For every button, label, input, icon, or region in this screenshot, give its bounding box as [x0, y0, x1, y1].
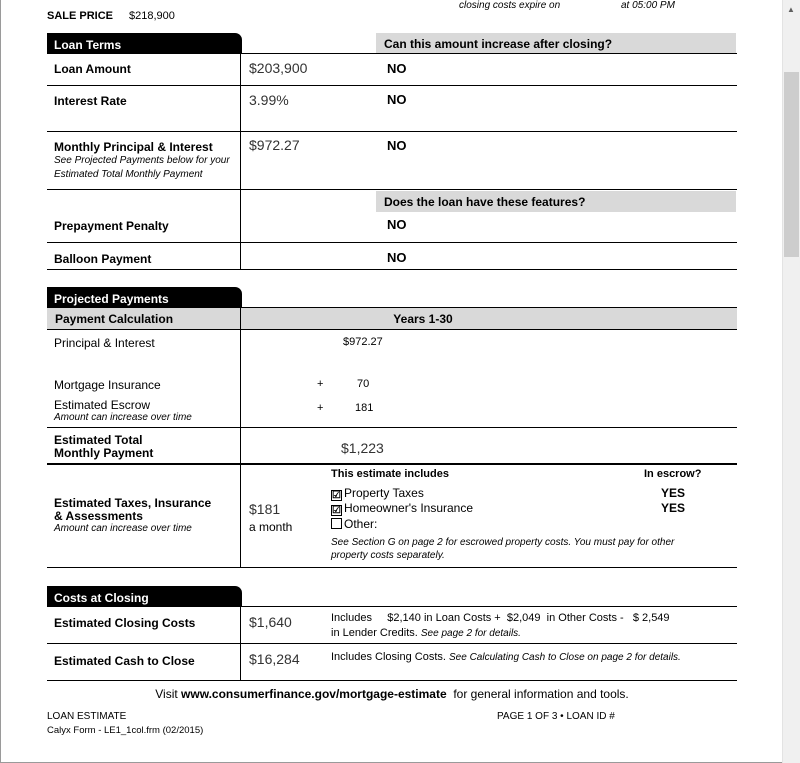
property-taxes-escrow: YES [661, 486, 686, 500]
years-header: Years 1-30 [241, 308, 737, 329]
closing-costs-value: $1,640 [249, 614, 292, 630]
divider [240, 53, 241, 131]
mortgage-insurance-value: 70 [357, 378, 370, 390]
cfpb-link[interactable]: www.consumerfinance.gov/mortgage-estimate [181, 687, 447, 701]
scroll-up-arrow-icon[interactable]: ▲ [787, 4, 795, 14]
balloon-payment-answer: NO [387, 250, 407, 265]
cash-to-close-value: $16,284 [249, 651, 300, 667]
divider [240, 464, 241, 567]
loan-costs-amount: $2,140 [387, 612, 421, 624]
principal-interest-value: $972.27 [343, 336, 383, 348]
loan-amount-value: $203,900 [249, 60, 308, 76]
monthly-pi-note-line-1: See Projected Payments below for your [54, 155, 230, 166]
other-costs-amount: $2,049 [506, 612, 541, 624]
divider [47, 131, 737, 132]
monthly-pi-answer: NO [387, 138, 407, 153]
payment-calculation-header: Payment Calculation [47, 308, 240, 329]
interest-rate-answer: NO [387, 92, 407, 107]
homeowners-insurance-label: Homeowner's Insurance [344, 501, 474, 515]
in-other-costs-text: in Other Costs - [546, 612, 624, 624]
divider [47, 189, 737, 190]
divider [47, 269, 737, 270]
page-number: PAGE 1 OF 3 [497, 711, 558, 722]
loan-amount-label: Loan Amount [54, 62, 131, 76]
taxes-value: $181 [249, 501, 281, 517]
taxes-label-1: Estimated Taxes, Insurance [54, 496, 212, 510]
divider [47, 606, 737, 607]
cash-includes-text: Includes Closing Costs. [331, 651, 446, 663]
property-taxes-item [331, 486, 424, 501]
form-name: LOAN ESTIMATE [47, 711, 127, 722]
interest-rate-label: Interest Rate [54, 94, 127, 108]
bullet-separator: • [560, 711, 564, 722]
visit-prefix: Visit [155, 687, 178, 701]
interest-rate-value: 3.99% [249, 92, 289, 108]
divider [47, 85, 737, 86]
other-item [331, 517, 377, 532]
taxes-period: a month [249, 520, 293, 534]
other-label: Other: [344, 517, 378, 531]
monthly-pi-label: Monthly Principal & Interest [54, 140, 213, 154]
escrow-note-line-2: property costs separately. [331, 550, 445, 561]
visit-suffix: for general information and tools. [453, 687, 629, 701]
divider [47, 567, 737, 568]
closing-costs-expire-text: closing costs expire on [459, 0, 561, 11]
principal-interest-label: Principal & Interest [54, 336, 155, 350]
estimated-total-value: $1,223 [341, 440, 384, 456]
estimated-escrow-plus: + [317, 402, 324, 414]
page-info [497, 709, 615, 724]
calyx-form-id: Calyx Form - LE1_1col.frm (02/2015) [47, 725, 204, 736]
sale-price-value: $218,900 [129, 10, 175, 22]
see-page-2-text: See page 2 for details. [420, 628, 521, 639]
monthly-pi-note-line-2: Estimated Total Monthly Payment [54, 169, 203, 180]
projected-payments-tab: Projected Payments [47, 287, 242, 308]
features-question-header: Does the loan have these features? [376, 191, 736, 212]
in-loan-costs-text: in Loan Costs + [423, 612, 501, 624]
lender-credits-line [331, 626, 521, 641]
estimated-total-label-2: Monthly Payment [54, 446, 154, 460]
homeowners-insurance-escrow: YES [661, 501, 686, 515]
divider [47, 242, 737, 243]
estimated-escrow-note: Amount can increase over time [54, 412, 192, 423]
in-escrow-header: In escrow? [644, 468, 702, 480]
cash-to-close-note [331, 650, 681, 665]
taxes-label-2: & Assessments [54, 509, 143, 523]
divider [47, 680, 737, 681]
monthly-pi-value: $972.27 [249, 137, 300, 153]
prepayment-penalty-answer: NO [387, 217, 407, 232]
mortgage-insurance-label: Mortgage Insurance [54, 378, 161, 392]
scrollbar-thumb[interactable] [784, 72, 799, 257]
divider [47, 329, 737, 330]
taxes-note: Amount can increase over time [54, 523, 192, 534]
estimated-total-label-1: Estimated Total [54, 433, 143, 447]
loan-amount-answer: NO [387, 61, 407, 76]
property-taxes-label: Property Taxes [344, 486, 424, 500]
estimated-escrow-value: 181 [355, 402, 374, 414]
cash-see-text: See Calculating Cash to Close on page 2 for details. [449, 652, 681, 663]
divider [47, 427, 737, 428]
divider [240, 131, 241, 270]
loan-id-label: LOAN ID # [566, 711, 615, 722]
vertical-scrollbar[interactable] [782, 0, 800, 763]
cash-to-close-label: Estimated Cash to Close [54, 654, 195, 668]
in-lender-credits-text: in Lender Credits. [331, 627, 418, 639]
loan-terms-tab: Loan Terms [47, 33, 242, 54]
divider [47, 53, 737, 54]
prepayment-penalty-label: Prepayment Penalty [54, 219, 169, 233]
mortgage-insurance-plus: + [317, 378, 324, 390]
divider [47, 643, 737, 644]
closing-costs-expire-time: at 05:00 PM [621, 0, 675, 11]
escrow-note-line-1: See Section G on page 2 for escrowed property costs. You must pay for other [331, 537, 675, 548]
estimate-includes-header: This estimate includes [331, 468, 449, 480]
costs-at-closing-tab: Costs at Closing [47, 586, 242, 607]
divider [47, 463, 737, 465]
includes-word: Includes [331, 612, 372, 624]
lender-credits-amount: $ 2,549 [632, 612, 670, 624]
sale-price-row [47, 0, 737, 27]
homeowners-insurance-checkbox[interactable]: ☑ [332, 505, 341, 516]
closing-costs-breakdown [331, 611, 670, 626]
estimated-escrow-label: Estimated Escrow [54, 398, 151, 412]
divider [240, 308, 241, 464]
property-taxes-checkbox[interactable]: ☑ [332, 490, 341, 501]
footer-visit-line [47, 687, 737, 701]
closing-costs-label: Estimated Closing Costs [54, 616, 196, 630]
increase-question-header: Can this amount increase after closing? [376, 33, 736, 54]
balloon-payment-label: Balloon Payment [54, 252, 152, 266]
homeowners-insurance-item [331, 501, 473, 516]
sale-price-label: SALE PRICE [47, 10, 114, 22]
other-checkbox[interactable] [331, 518, 342, 529]
